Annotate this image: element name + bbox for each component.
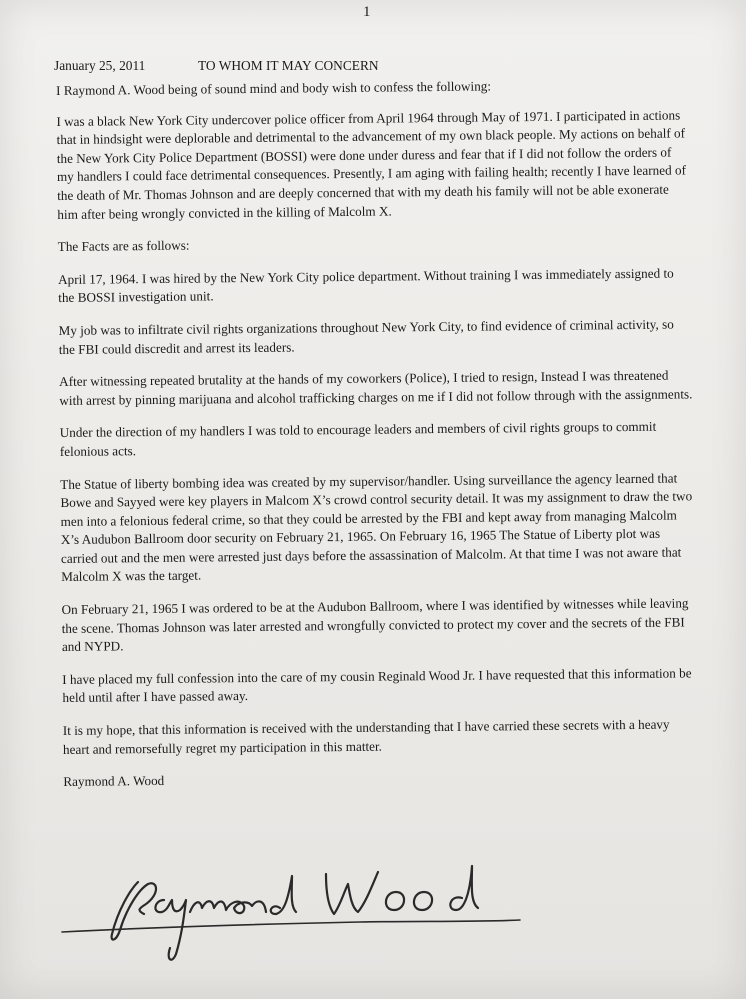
paragraph-handlers: Under the direction of my handlers I was told to encourage leaders and members of civil rights groups to commit felonious acts. bbox=[59, 419, 657, 459]
paragraph-confession: I was a black New York City undercover police officer from April 1964 through May of 1971. I participated in actions that in hindsight were deplorable and detrimental to the advancement of my own black people. My actions on behalf of the New York City Police Department (BOSSI) were done under duress and fear that if I did not follow the orders of my handlers I could face detrimental consequences. Presently, I am aging with failing health; recently I have learned of the death of Mr. Thomas Johnson and are deeply concerned that with my death his family will not be able exonerate him after being wrongly convicted in the killing of Malcolm X. bbox=[56, 107, 687, 222]
paragraph-audubon: On February 21, 1965 I was ordered to be at the Audubon Ballroom, where I was identified by witnesses while leaving the scene. Thomas Johnson was later arrested and wrongfully convicted to protect my cover and the secrets of the FBI and NYPD. bbox=[61, 595, 689, 655]
paragraph-facts-heading: The Facts are as follows: bbox=[57, 237, 190, 255]
salutation: TO WHOM IT MAY CONCERN bbox=[198, 58, 379, 73]
letter-header bbox=[54, 58, 614, 74]
intro-line: I Raymond A. Wood being of sound mind and body wish to confess the following: bbox=[56, 78, 492, 98]
page-number: 1 bbox=[363, 4, 371, 20]
paragraph-cousin: I have placed my full confession into the care of my cousin Reginald Wood Jr. I have requested that this information be held until after I have passed away. bbox=[62, 665, 692, 706]
letter-date: January 25, 2011 bbox=[54, 58, 146, 73]
paragraph-infiltrate: My job was to infiltrate civil rights organizations throughout New York City, to find evidence of criminal activity, so the FBI could discredit and arrest its leaders. bbox=[58, 316, 674, 357]
paragraph-statue-of-liberty: The Statue of liberty bombing idea was created by my supervisor/handler. Using surveillance the agency learned that Bowe and Sayyed were key players in Malcom X’s crowd control security detail. It was my assignment to draw the two men into a felonious federal crime, so that they could be arrested by the FBI and kept away from managing Malcolm X’s Audubon Ballroom door security on February 21, 1965. On February 16, 1965 The Statue of Liberty plot was carried out and the men were arrested just days before the assassination of Malcolm. At that time I was not aware that Malcolm X was the target. bbox=[60, 470, 693, 585]
signer-name: Raymond A. Wood bbox=[63, 773, 165, 790]
paragraph-resign: After witnessing repeated brutality at the hands of my coworkers (Police), I tried to resign, Instead I was threatened with arrest by pinning marijuana and alcohol trafficking charges on me if I did not follow through with the assignments. bbox=[59, 367, 693, 408]
paragraph-hired: April 17, 1964. I was hired by the New York City police department. Without training I was immediately assigned to the BOSSI investigation unit. bbox=[57, 265, 674, 306]
letter-body bbox=[56, 75, 697, 791]
handwritten-signature bbox=[60, 850, 530, 970]
paragraph-hope: It is my hope, that this information is received with the understanding that I have carried these secrets with a heavy heart and remorsefully regret my participation in this matter. bbox=[62, 716, 670, 757]
